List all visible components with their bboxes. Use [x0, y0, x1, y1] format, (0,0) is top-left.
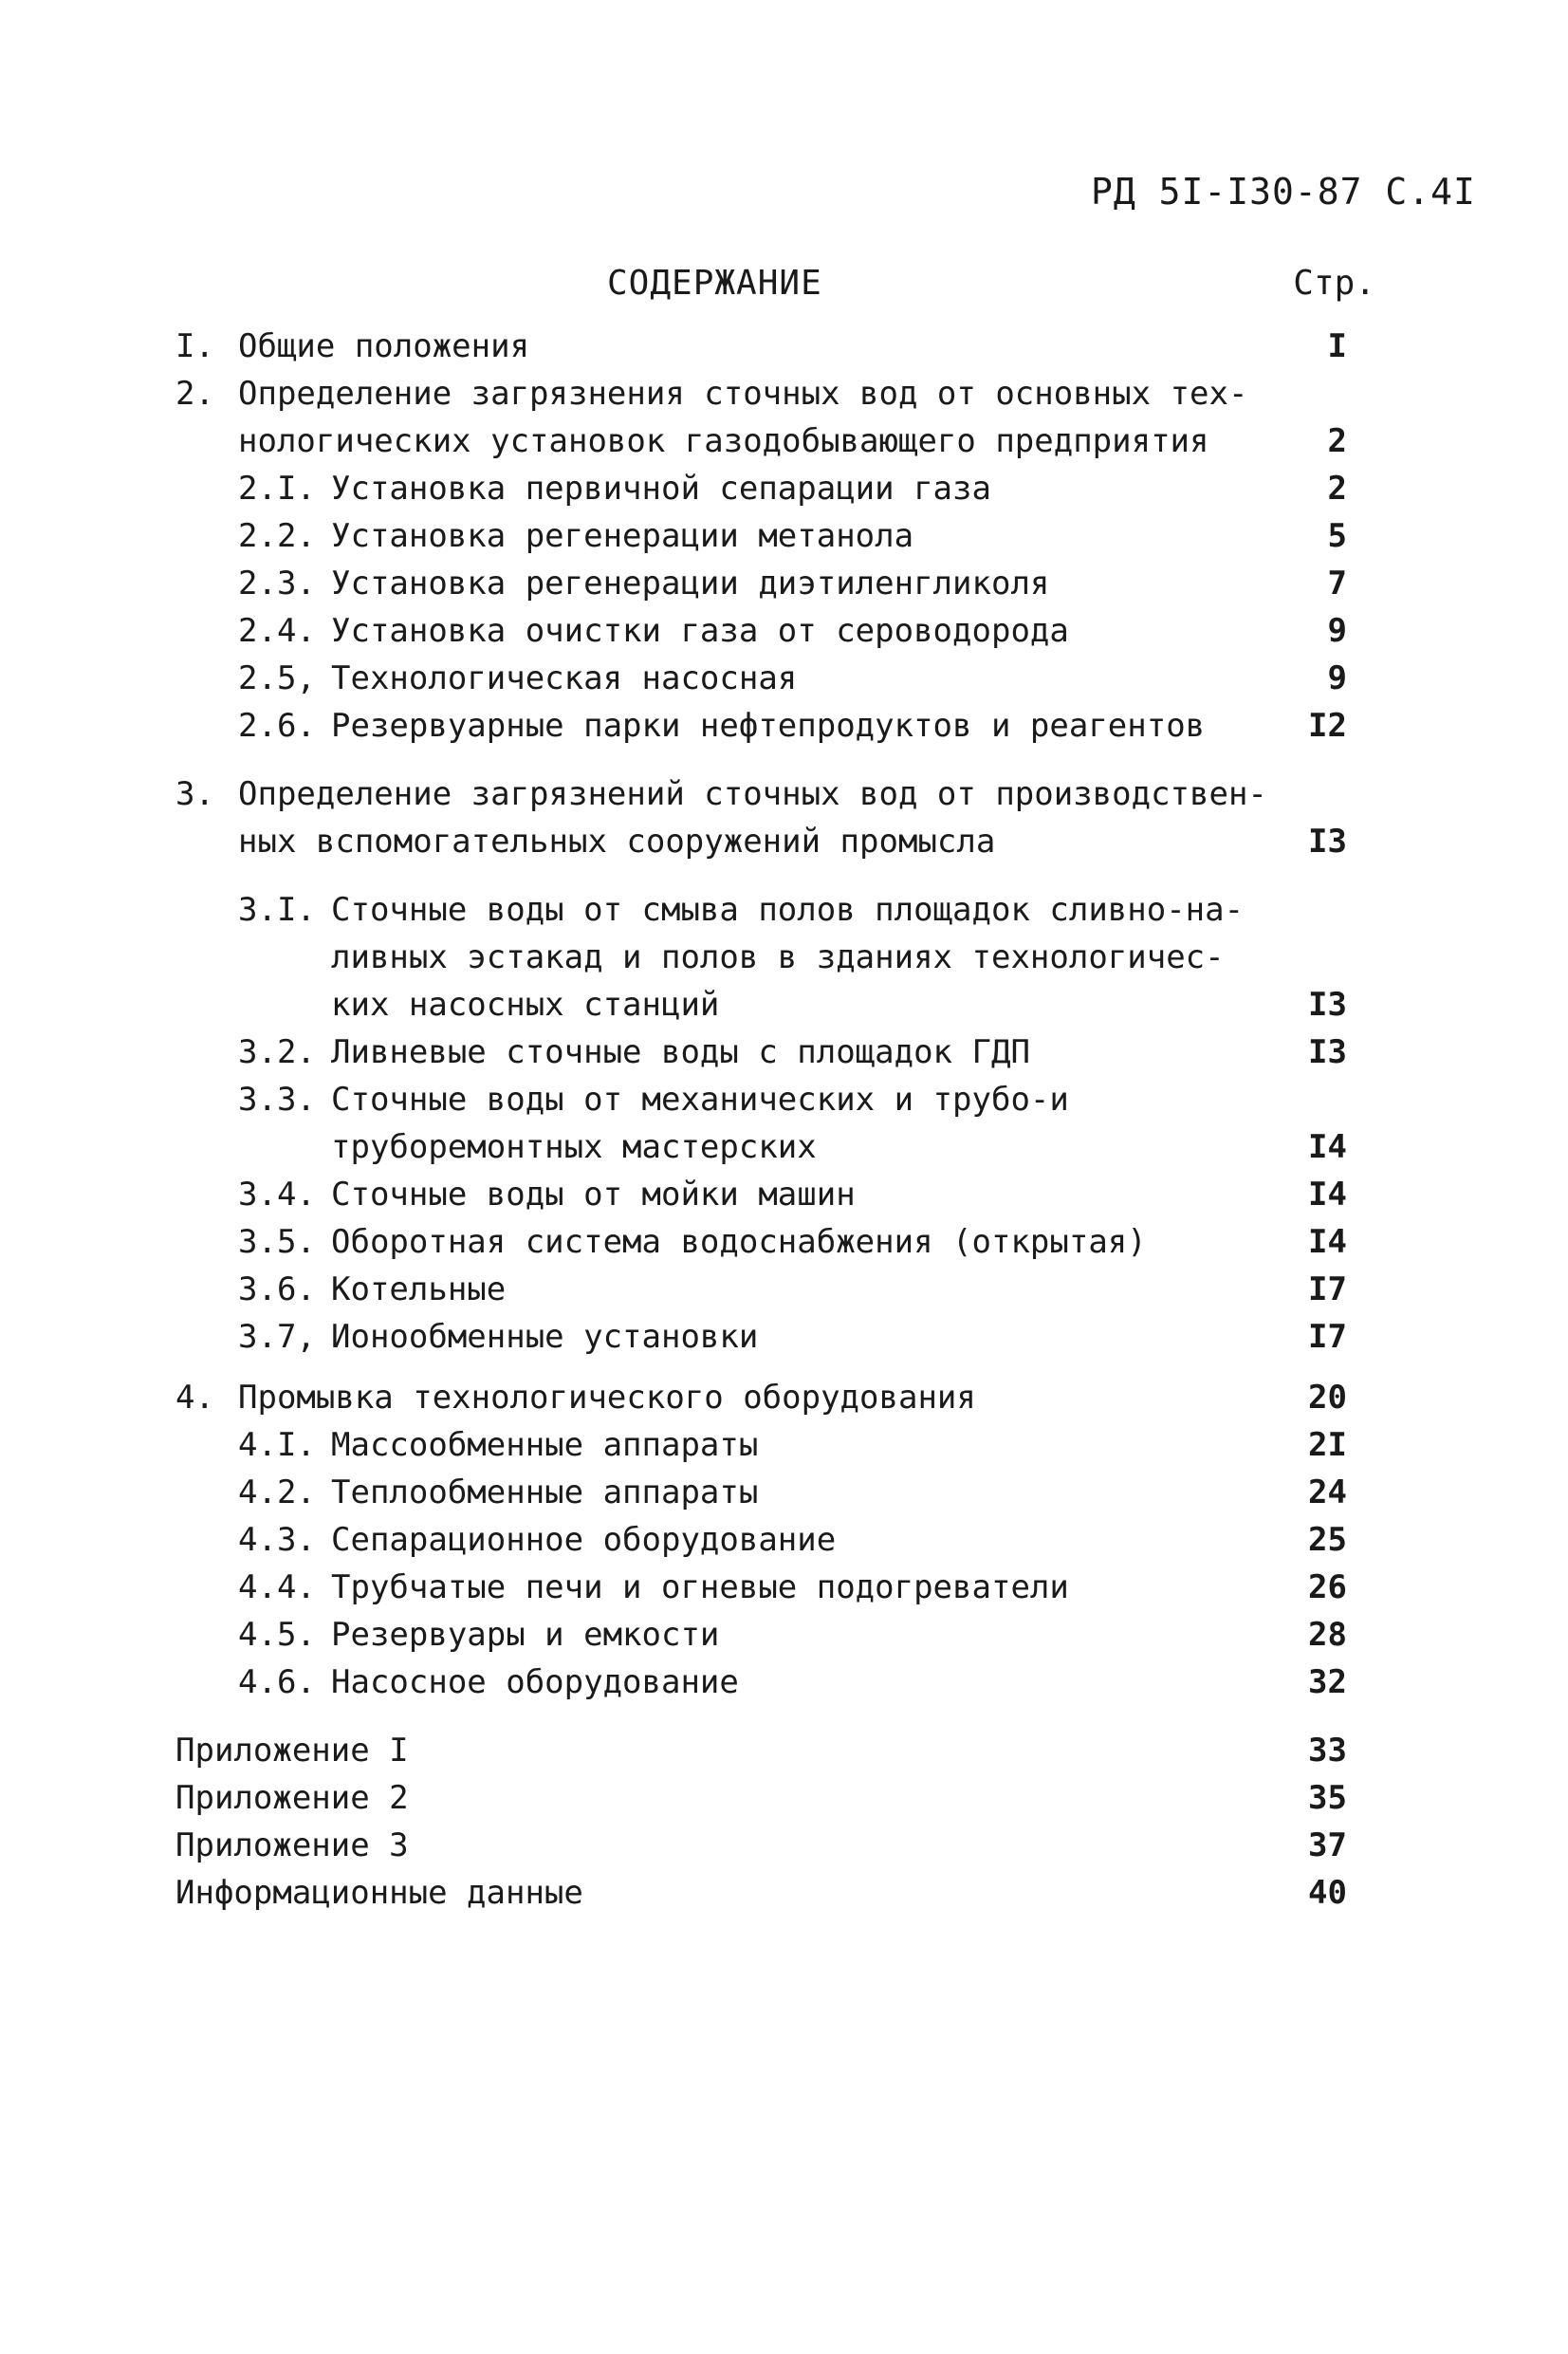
toc-entry — [175, 1076, 1375, 1171]
toc-text: Информационные данные — [175, 1874, 583, 1912]
toc-entry — [175, 702, 1375, 750]
toc-text: Ионообменные установки — [331, 1318, 759, 1356]
toc-entry — [175, 560, 1375, 607]
toc-page-number: 9 — [1327, 659, 1347, 697]
toc-page-number: I3 — [1308, 986, 1347, 1024]
toc-text: Ливневые сточные воды с площадок ГДП — [331, 1033, 1030, 1071]
toc-entry — [175, 1171, 1375, 1218]
toc-text: труборемонтных мастерских — [331, 1128, 817, 1166]
toc-page-number: 25 — [1308, 1521, 1347, 1559]
toc-text: нологических установок газодобывающего предприятия — [238, 422, 1209, 460]
toc-page-number: I2 — [1308, 707, 1347, 745]
toc-entry — [175, 1516, 1375, 1564]
toc-page-number: 35 — [1308, 1779, 1347, 1817]
toc-text: Приложение 3 — [175, 1826, 409, 1864]
toc-number: 4.2. — [238, 1474, 316, 1511]
title-row — [175, 264, 1375, 311]
toc-text: Котельные — [331, 1270, 507, 1308]
toc-text: Оборотная система водоснабжения (открытая) — [331, 1223, 1147, 1261]
toc-text: Резервуары и емкости — [331, 1616, 720, 1654]
toc-page-number: 7 — [1327, 565, 1347, 602]
toc-number: 4.3. — [238, 1521, 316, 1559]
toc-page-number: 2 — [1327, 470, 1347, 508]
toc-number: 3.2. — [238, 1033, 316, 1071]
toc-number: 3.5. — [238, 1223, 316, 1261]
toc-number: 4. — [175, 1379, 214, 1417]
toc-text: Приложение 2 — [175, 1779, 409, 1817]
toc-entry — [175, 1611, 1375, 1659]
toc-text: Промывка технологического оборудования — [238, 1379, 976, 1417]
toc-number: 2.3. — [238, 565, 316, 602]
toc-text: Массообменные аппараты — [331, 1426, 759, 1464]
toc-number: 4.6. — [238, 1663, 316, 1701]
toc-entry — [175, 1218, 1375, 1266]
toc-page-number: 26 — [1308, 1568, 1347, 1606]
toc-number: 3. — [175, 775, 214, 813]
toc-entry — [175, 1421, 1375, 1469]
toc-number: 2.5, — [238, 659, 316, 697]
toc-text: Трубчатые печи и огневые подогреватели — [331, 1568, 1069, 1606]
toc-number: 3.4. — [238, 1176, 316, 1214]
toc-entry — [175, 655, 1375, 702]
toc-text: Сточные воды от смыва полов площадок сливно-на- — [331, 891, 1245, 929]
toc-page-number: I3 — [1308, 823, 1347, 861]
toc-number: 2.4. — [238, 612, 316, 650]
toc-page-number: I — [1327, 327, 1347, 365]
toc-entry — [175, 1313, 1375, 1361]
toc-entry — [175, 886, 1375, 1029]
toc-number: 4.5. — [238, 1616, 316, 1654]
toc-page-number: I4 — [1308, 1128, 1347, 1166]
toc-number: 3.3. — [238, 1081, 316, 1119]
table-of-contents — [175, 323, 1375, 1917]
toc-page-number: I7 — [1308, 1270, 1347, 1308]
toc-text: Определение загрязнений сточных вод от производствен- — [238, 775, 1267, 813]
toc-text: Общие положения — [238, 327, 530, 365]
toc-text: Установка регенерации метанола — [331, 517, 914, 555]
toc-text: Определение загрязнения сточных вод от основных тех- — [238, 375, 1248, 413]
toc-page-number: 24 — [1308, 1474, 1347, 1511]
toc-page-number: 9 — [1327, 612, 1347, 650]
toc-text: Теплообменные аппараты — [331, 1474, 759, 1511]
toc-page-number: 2I — [1308, 1426, 1347, 1464]
toc-entry — [175, 1469, 1375, 1516]
toc-entry — [175, 1374, 1375, 1421]
toc-entry — [175, 770, 1375, 865]
toc-entry — [175, 1564, 1375, 1611]
page-column-label: Стр. — [1293, 264, 1375, 303]
toc-number: I. — [175, 327, 214, 365]
toc-text: Насосное оборудование — [331, 1663, 739, 1701]
toc-text: Установка очистки газа от сероводорода — [331, 612, 1069, 650]
toc-entry — [175, 1822, 1375, 1869]
toc-entry — [175, 1774, 1375, 1822]
toc-number: 3.7, — [238, 1318, 316, 1356]
toc-page-number: I4 — [1308, 1176, 1347, 1214]
toc-entry — [175, 1266, 1375, 1313]
toc-number: 3.I. — [238, 891, 316, 929]
document-code-header: РД 5I-I30-87 С.4I — [1091, 171, 1476, 213]
toc-text: Сточные воды от мойки машин — [331, 1176, 856, 1214]
toc-entry — [175, 1869, 1375, 1917]
toc-entry — [175, 1029, 1375, 1076]
toc-entry — [175, 1659, 1375, 1706]
toc-page-number: I4 — [1308, 1223, 1347, 1261]
toc-entry — [175, 1727, 1375, 1774]
toc-text: Сточные воды от механических и трубо-и — [331, 1081, 1069, 1119]
toc-number: 3.6. — [238, 1270, 316, 1308]
toc-page-number: 5 — [1327, 517, 1347, 555]
toc-number: 2.2. — [238, 517, 316, 555]
toc-text: Сепарационное оборудование — [331, 1521, 837, 1559]
toc-page-number: 28 — [1308, 1616, 1347, 1654]
toc-page-number: I3 — [1308, 1033, 1347, 1071]
toc-text: Технологическая насосная — [331, 659, 798, 697]
toc-entry — [175, 323, 1375, 370]
toc-page-number: 33 — [1308, 1732, 1347, 1770]
toc-entry — [175, 512, 1375, 560]
toc-text: Приложение I — [175, 1732, 409, 1770]
toc-entry — [175, 607, 1375, 655]
toc-page-number: I7 — [1308, 1318, 1347, 1356]
toc-text: ких насосных станций — [331, 986, 720, 1024]
toc-page-number: 2 — [1327, 422, 1347, 460]
toc-page-number: 32 — [1308, 1663, 1347, 1701]
toc-text: Установка первичной сепарации газа — [331, 470, 991, 508]
toc-entry — [175, 370, 1375, 465]
toc-page-number: 37 — [1308, 1826, 1347, 1864]
toc-number: 2. — [175, 375, 214, 413]
toc-text: ных вспомогательных сооружений промысла — [238, 823, 996, 861]
toc-number: 4.I. — [238, 1426, 316, 1464]
toc-number: 4.4. — [238, 1568, 316, 1606]
toc-text: Установка регенерации диэтиленгликоля — [331, 565, 1050, 602]
page-title: СОДЕРЖАНИЕ — [607, 264, 822, 303]
toc-number: 2.I. — [238, 470, 316, 508]
toc-number: 2.6. — [238, 707, 316, 745]
toc-page-number: 40 — [1308, 1874, 1347, 1912]
toc-text: Резервуарные парки нефтепродуктов и реагентов — [331, 707, 1206, 745]
toc-page-number: 20 — [1308, 1379, 1347, 1417]
toc-text: ливных эстакад и полов в зданиях технологичес- — [331, 938, 1225, 976]
toc-entry — [175, 465, 1375, 512]
